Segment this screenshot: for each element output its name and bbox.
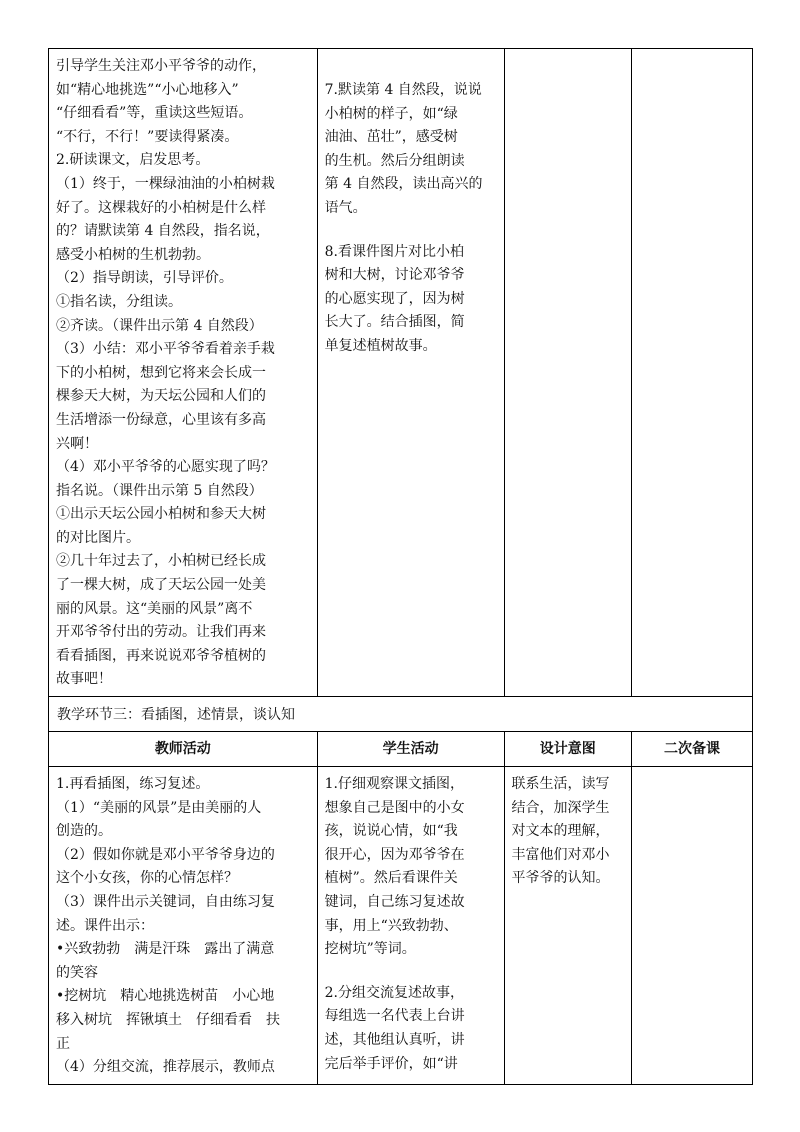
text-line: 键词，自己练习复述故 — [324, 894, 465, 910]
table-row — [49, 49, 753, 697]
text-line: 的心愿实现了，因为树 — [324, 290, 465, 307]
text-line: •兴致勃勃 满是汗珠 露出了满意 — [56, 941, 275, 958]
text-line: ②齐读。（课件出示第 4 自然段） — [56, 317, 263, 334]
student-activity-1 — [325, 773, 498, 962]
text-line: 指名说。（课件出示第 5 自然段） — [56, 482, 263, 499]
text-line: 兴啊！ — [56, 435, 98, 452]
student-activity-cell — [317, 49, 504, 697]
second-prep-cell — [631, 49, 752, 697]
text-line: 孩，说说心情，如“我 — [324, 823, 458, 840]
text-line: 丽的风景。这“美丽的风景”离不 — [56, 600, 253, 617]
text-line: 第 4 自然段，读出高兴的 — [324, 176, 483, 193]
section-row — [49, 697, 753, 732]
text-line: 每组选一名代表上台讲 — [324, 1008, 465, 1025]
text-line: 述。课件出示： — [56, 917, 154, 934]
text-line: 7.默读第 4 自然段，说说 — [324, 82, 482, 98]
text-line: 1.再看插图，练习复述。 — [56, 776, 210, 793]
text-line: “不行，不行！”要读得紧凑。 — [56, 128, 239, 145]
text-line: 述，其他组认真听，讲 — [324, 1031, 465, 1048]
text-line: 事，用上“兴致勃勃、 — [324, 917, 458, 934]
text-line: •挖树坑 精心地挑选树苗 小心地 — [56, 988, 275, 1005]
text-line: 生活增添一份绿意，心里该有多高 — [56, 411, 266, 428]
text-line: 2.研读课文，启发思考。 — [56, 152, 210, 169]
text-line: 对文本的理解， — [511, 823, 610, 840]
table-row — [49, 767, 753, 1085]
text-line: 了一棵大树，成了天坛公园一处美 — [56, 577, 266, 594]
text-line: 8.看课件图片对比小柏 — [324, 243, 464, 260]
text-line: 长大了。结合插图，简 — [324, 314, 465, 331]
text-line: （4）分组交流，推荐展示，教师点 — [56, 1059, 275, 1076]
text-line: （3）小结：邓小平爷爷看着亲手栽 — [56, 341, 275, 358]
second-prep-cell — [631, 767, 752, 1085]
header-row — [49, 732, 753, 767]
text-line: 故事吧！ — [56, 671, 112, 688]
text-line: 开邓爷爷付出的劳动。让我们再来 — [56, 624, 266, 641]
text-line: 完后举手评价，如“讲 — [324, 1055, 458, 1072]
text-line: 这个小女孩，你的心情怎样？ — [56, 870, 238, 887]
text-line: 好了。这棵栽好的小柏树是什么样 — [56, 199, 266, 216]
student-activity-cell — [317, 767, 504, 1085]
text-line: 油油、茁壮”，感受树 — [324, 129, 458, 146]
text-line: 2.分组交流复述故事， — [324, 984, 464, 1001]
student-activity-2 — [325, 982, 498, 1076]
student-activity-8 — [325, 241, 498, 359]
student-activity-7 — [325, 79, 498, 221]
header-second-prep: 二次备课 — [631, 732, 752, 767]
header-design-intent: 设计意图 — [504, 732, 631, 767]
text-line: 语气。 — [324, 199, 367, 216]
design-intent-cell — [504, 49, 631, 697]
text-line: 树和大树，讨论邓爷爷 — [324, 267, 465, 284]
lesson-plan-page — [48, 48, 753, 1085]
text-line: 单复述植树故事。 — [324, 337, 437, 354]
text-line: 正 — [56, 1035, 70, 1052]
text-line: （3）课件出示关键词，自由练习复 — [56, 894, 275, 910]
text-line: 平爷爷的认知。 — [511, 870, 610, 887]
text-line: 植树”。然后看课件关 — [324, 870, 458, 887]
text-line: ②几十年过去了，小柏树已经长成 — [56, 553, 266, 570]
text-line: 看看插图，再来说说邓爷爷植树的 — [56, 647, 266, 664]
text-line: 下的小柏树，想到它将来会长成一 — [56, 364, 266, 381]
text-line: （2）指导朗读，引导评价。 — [56, 270, 233, 287]
lesson-plan-table — [48, 48, 753, 1085]
teacher-activity-cell — [49, 49, 318, 697]
text-line: “仔细看看”等，重读这些短语。 — [56, 105, 253, 122]
header-teacher-activity: 教师活动 — [49, 732, 318, 767]
text-line: （1）终于，一棵绿油油的小柏树栽 — [56, 175, 275, 192]
text-line: 引导学生关注邓小平爷爷的动作， — [56, 58, 266, 74]
text-line: 丰富他们对邓小 — [511, 846, 610, 863]
text-line: 的？请默读第 4 自然段，指名说， — [56, 223, 270, 240]
text-line: ①指名读，分组读。 — [56, 293, 182, 310]
text-line: 结合，加深学生 — [511, 799, 610, 816]
text-line: （2）假如你就是邓小平爷爷身边的 — [56, 846, 275, 863]
text-line: 感受小柏树的生机勃勃。 — [56, 246, 210, 263]
header-student-activity: 学生活动 — [317, 732, 504, 767]
text-line: （1）“美丽的风景”是由美丽的人 — [56, 799, 262, 816]
text-line: 想象自己是图中的小女 — [324, 799, 465, 816]
text-line: 棵参天大树，为天坛公园和人们的 — [56, 388, 266, 405]
text-line: 很开心，因为邓爷爷在 — [324, 846, 465, 863]
text-line: 的生机。然后分组朗读 — [324, 152, 465, 169]
text-line: ①出示天坛公园小柏树和参天大树 — [56, 506, 266, 523]
text-line: 的对比图片。 — [56, 529, 140, 546]
text-line: 移入树坑 挥锹填土 仔细看看 扶 — [56, 1011, 280, 1028]
text-line: 创造的。 — [56, 823, 112, 840]
text-line: 小柏树的样子，如“绿 — [324, 105, 458, 122]
text-line: 的笑容 — [56, 964, 98, 981]
section-title: 教学环节三：看插图，述情景，谈认知 — [49, 697, 753, 732]
text-line: 联系生活，读写 — [511, 776, 610, 793]
teacher-activity-cell — [49, 767, 318, 1085]
design-intent-cell — [504, 767, 631, 1085]
text-line: 1.仔细观察课文插图， — [324, 776, 464, 793]
text-line: 挖树坑”等词。 — [324, 941, 416, 958]
text-line: （4）邓小平爷爷的心愿实现了吗？ — [56, 459, 275, 476]
text-line: 如“精心地挑选”“小心地移入” — [56, 81, 239, 98]
